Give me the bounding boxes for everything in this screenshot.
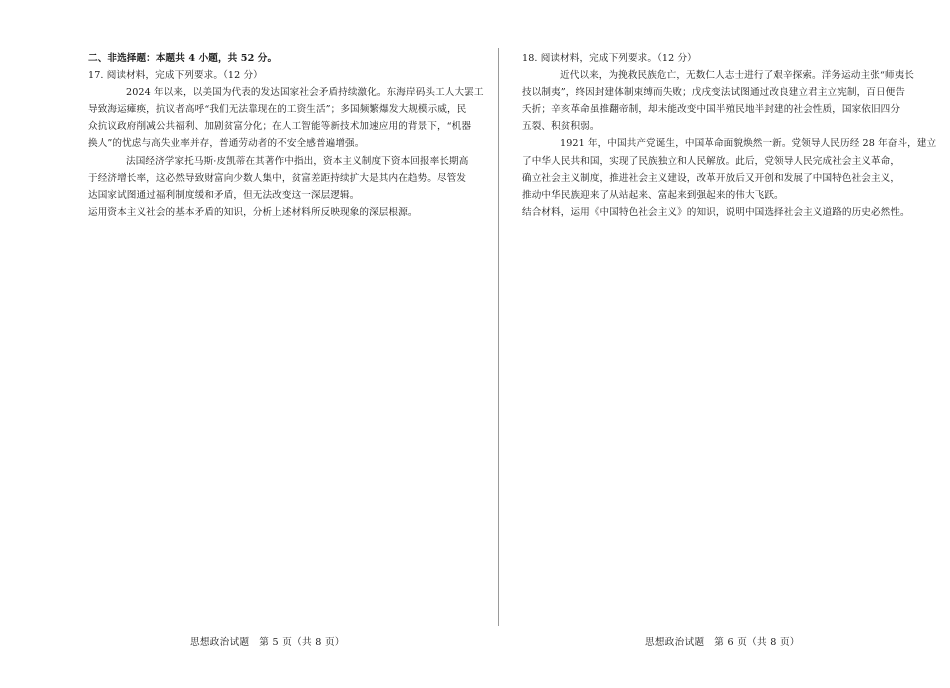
page-footer-left: 思想政治试题 第 5 页（共 8 页） bbox=[190, 637, 345, 648]
material-line: 近代以来，为挽救民族危亡，无数仁人志士进行了艰辛探索。洋务运动主张“师夷长 bbox=[560, 70, 914, 82]
material-line: 达国家试图通过福利制度缓和矛盾，但无法改变这一深层逻辑。 bbox=[88, 189, 360, 201]
question-18-task: 结合材料，运用《中国特色社会主义》的知识，说明中国选择社会主义道路的历史必然性。 bbox=[522, 206, 910, 218]
material-line: 夭折；辛亥革命虽推翻帝制，却未能改变中国半殖民地半封建的社会性质，国家依旧四分 bbox=[522, 104, 901, 116]
material-line: 2024 年以来，以美国为代表的发达国家社会矛盾持续激化。东海岸码头工人大罢工 bbox=[126, 87, 484, 99]
question-17-task: 运用资本主义社会的基本矛盾的知识，分析上述材料所反映现象的深层根源。 bbox=[88, 206, 418, 218]
material-line: 换人”的忧虑与高失业率并存，普通劳动者的不安全感普遍增强。 bbox=[88, 138, 365, 150]
material-line: 技以制夷”，终因封建体制束缚而失败；戊戌变法试图通过改良建立君主立宪制，百日便告 bbox=[522, 87, 906, 99]
material-line: 确立社会主义制度，推进社会主义建设，改革开放后又开创和发展了中国特色社会主义， bbox=[522, 172, 901, 184]
right-column bbox=[522, 50, 937, 221]
material-line: 导致海运瘫痪，抗议者高呼“我们无法靠现在的工资生活”；多国频繁爆发大规模示威，民 bbox=[88, 104, 467, 116]
material-line: 了中华人民共和国，实现了民族独立和人民解放。此后，党领导人民完成社会主义革命， bbox=[522, 155, 901, 167]
page-footer-right: 思想政治试题 第 6 页（共 8 页） bbox=[645, 637, 800, 648]
section-heading: 二、非选择题：本题共 4 小题，共 52 分。 bbox=[88, 53, 278, 64]
material-line: 五裂、积贫积弱。 bbox=[522, 121, 600, 133]
question-17-material-paragraph-1 bbox=[88, 84, 484, 152]
material-line: 1921 年，中国共产党诞生，中国革命面貌焕然一新。党领导人民历经 28 年奋斗，建立 bbox=[560, 138, 937, 150]
question-18-material-paragraph-1 bbox=[522, 67, 914, 135]
page-divider bbox=[498, 48, 499, 626]
question-18-prompt: 18. 阅读材料，完成下列要求。（12 分） bbox=[522, 53, 697, 64]
material-line: 推动中华民族迎来了从站起来、富起来到强起来的伟大飞跃。 bbox=[522, 189, 784, 201]
question-18-material-paragraph-2 bbox=[522, 135, 937, 203]
material-line: 法国经济学家托马斯·皮凯蒂在其著作中指出，资本主义制度下资本回报率长期高 bbox=[126, 155, 469, 167]
material-line: 众抗议政府削减公共福利、加剧贫富分化；在人工智能等新技术加速应用的背景下，“机器 bbox=[88, 121, 472, 133]
question-17-material-paragraph-2 bbox=[88, 153, 469, 204]
left-column bbox=[88, 50, 484, 221]
right-page bbox=[500, 0, 950, 688]
material-line: 于经济增长率，这必然导致财富向少数人集中，贫富差距持续扩大是其内在趋势。尽管发 bbox=[88, 172, 467, 184]
question-17-prompt: 17. 阅读材料，完成下列要求。（12 分） bbox=[88, 70, 263, 82]
